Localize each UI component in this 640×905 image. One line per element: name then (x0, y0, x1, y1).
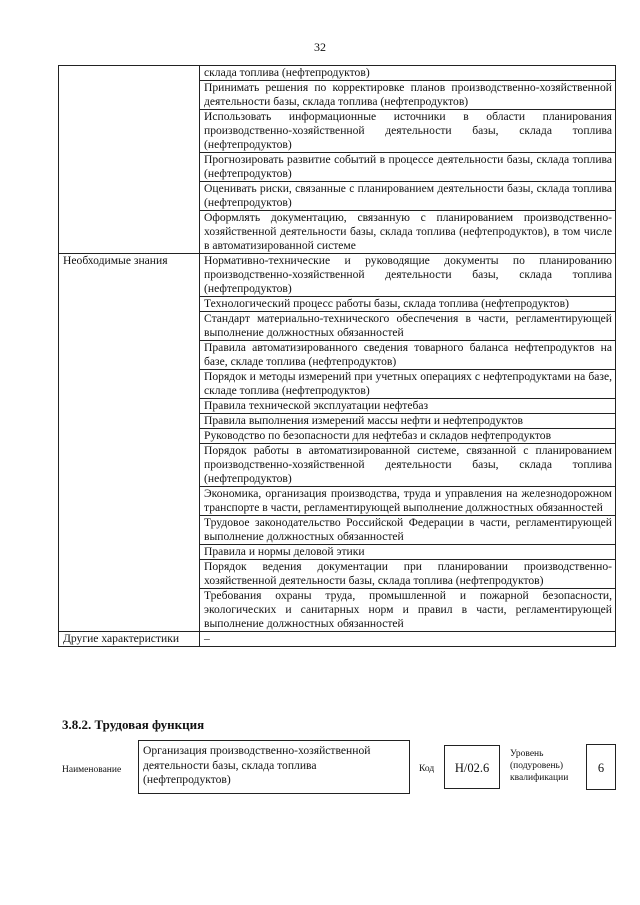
row-text-cell: Требования охраны труда, промышленной и пожарной безопасности, экологических и санитарных норм и правил в части, регламентирующей выполнение должностных обязанностей (200, 589, 616, 632)
level-label-line: Уровень (510, 749, 544, 759)
row-text-cell: Оценивать риски, связанные с планированием деятельности базы, склада топлива (нефтепродуктов) (200, 182, 616, 211)
table-row (59, 632, 616, 647)
row-text-cell: Прогнозировать развитие событий в процессе деятельности базы, склада топлива (нефтепродуктов) (200, 153, 616, 182)
row-text-cell: Оформлять документацию, связанную с планированием производственно-хозяйственной деятельности базы, склада топлива (нефтепродуктов), в том числе в автоматизированной системе (200, 211, 616, 254)
row-text-cell: – (200, 632, 616, 647)
page-number: 32 (314, 40, 326, 54)
row-text-cell: Стандарт материально-технического обеспечения в части, регламентирующей выполнение должностных обязанностей (200, 312, 616, 341)
level-label-line: (подуровень) (510, 761, 564, 771)
row-label-cell (59, 66, 200, 254)
level-label-line: квалификации (510, 773, 569, 783)
row-text-cell: Нормативно-технические и руководящие документы по планированию производственно-хозяйственной деятельности базы, склада топлива (нефтепродуктов) (200, 254, 616, 297)
row-text-cell: Порядок работы в автоматизированной системе, связанной с планированием производственно-хозяйственной деятельности базы, склада топлива (нефтепродуктов) (200, 444, 616, 487)
table-row (59, 254, 616, 297)
row-text-cell: Принимать решения по корректировке планов производственно-хозяйственной деятельности базы, склада топлива (нефтепродуктов) (200, 81, 616, 110)
level-value-box: 6 (586, 744, 616, 790)
row-label-cell: Необходимые знания (59, 254, 200, 632)
row-text-cell: Использовать информационные источники в области планирования производственно-хозяйственной деятельности базы, склада топлива (нефтепродуктов) (200, 110, 616, 153)
table-row (59, 66, 616, 81)
row-label-cell: Другие характеристики (59, 632, 200, 647)
row-text-cell: Порядок ведения документации при планировании производственно-хозяйственной деятельности базы, склада топлива (нефтепродуктов) (200, 560, 616, 589)
row-text-cell: Порядок и методы измерений при учетных операциях с нефтепродуктами на базе, складе топлива (нефтепродуктов) (200, 370, 616, 399)
row-text-cell: Правила автоматизированного сведения товарного баланса нефтепродуктов на базе, складе топлива (нефтепродуктов) (200, 341, 616, 370)
row-text-cell: Правила выполнения измерений массы нефти и нефтепродуктов (200, 414, 616, 429)
name-value-box: Организация производственно-хозяйственной деятельности базы, склада топлива (нефтепродуктов) (138, 740, 410, 794)
section-title: 3.8.2. Трудовая функция (62, 717, 205, 732)
code-value-box: Н/02.6 (444, 745, 500, 789)
level-label (510, 748, 568, 784)
code-label: Код (419, 764, 435, 774)
row-text-cell: Правила и нормы деловой этики (200, 545, 616, 560)
row-text-cell: Правила технической эксплуатации нефтебаз (200, 399, 616, 414)
skills-knowledge-table (58, 65, 616, 647)
row-text-cell: Трудовое законодательство Российской Федерации в части, регламентирующей выполнение должностных обязанностей (200, 516, 616, 545)
row-text-cell: Руководство по безопасности для нефтебаз и складов нефтепродуктов (200, 429, 616, 444)
row-text-cell: склада топлива (нефтепродуктов) (200, 66, 616, 81)
row-text-cell: Экономика, организация производства, труда и управления на железнодорожном транспорте в части, регламентирующей выполнение должностных обязанностей (200, 487, 616, 516)
name-label: Наименование (62, 765, 122, 775)
row-text-cell: Технологический процесс работы базы, склада топлива (нефтепродуктов) (200, 297, 616, 312)
